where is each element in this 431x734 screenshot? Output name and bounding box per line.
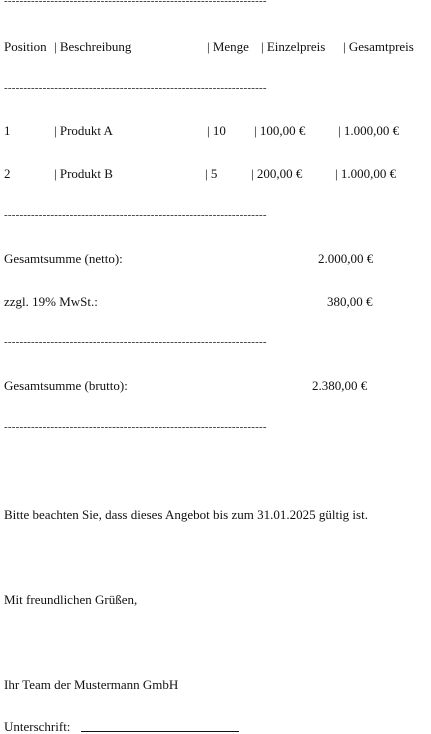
signature-label: Unterschrift: [4, 719, 71, 734]
row-1-quantity: | 10 [207, 123, 226, 138]
separator-rows: -------------------------------------------------------------------- [4, 209, 267, 221]
separator-top: -------------------------------------------------------------------- [4, 0, 267, 7]
row-2-position: 2 [4, 166, 11, 181]
header-quantity: | Menge [207, 39, 249, 54]
closing-greeting: Mit freundlichen Grüßen, [4, 592, 138, 607]
header-description: | Beschreibung [54, 39, 132, 54]
mwst-value: 380,00 € [327, 294, 373, 309]
header-position: Position [4, 39, 47, 54]
validity-note: Bitte beachten Sie, dass dieses Angebot bis zum 31.01.2025 gültig ist. [4, 507, 368, 522]
row-2-total-price: | 1.000,00 € [335, 166, 397, 181]
row-2-description: | Produkt B [54, 166, 113, 181]
row-1-description: | Produkt A [54, 123, 113, 138]
header-total-price: | Gesamtpreis [343, 39, 414, 54]
separator-totals: -------------------------------------------------------------------- [4, 336, 267, 348]
brutto-value: 2.380,00 € [312, 378, 368, 393]
netto-label: Gesamtsumme (netto): [4, 251, 123, 266]
row-1-total-price: | 1.000,00 € [338, 123, 400, 138]
row-2-quantity: | 5 [205, 166, 218, 181]
signature-line [81, 731, 239, 732]
separator-header: -------------------------------------------------------------------- [4, 82, 267, 94]
row-2-unit-price: | 200,00 € [251, 166, 303, 181]
sender-name: Ihr Team der Mustermann GmbH [4, 677, 179, 692]
row-1-unit-price: | 100,00 € [254, 123, 306, 138]
separator-bottom: -------------------------------------------------------------------- [4, 421, 267, 433]
row-1-position: 1 [4, 123, 11, 138]
header-unit-price: | Einzelpreis [261, 39, 326, 54]
mwst-label: zzgl. 19% MwSt.: [4, 294, 98, 309]
brutto-label: Gesamtsumme (brutto): [4, 378, 128, 393]
netto-value: 2.000,00 € [318, 251, 374, 266]
